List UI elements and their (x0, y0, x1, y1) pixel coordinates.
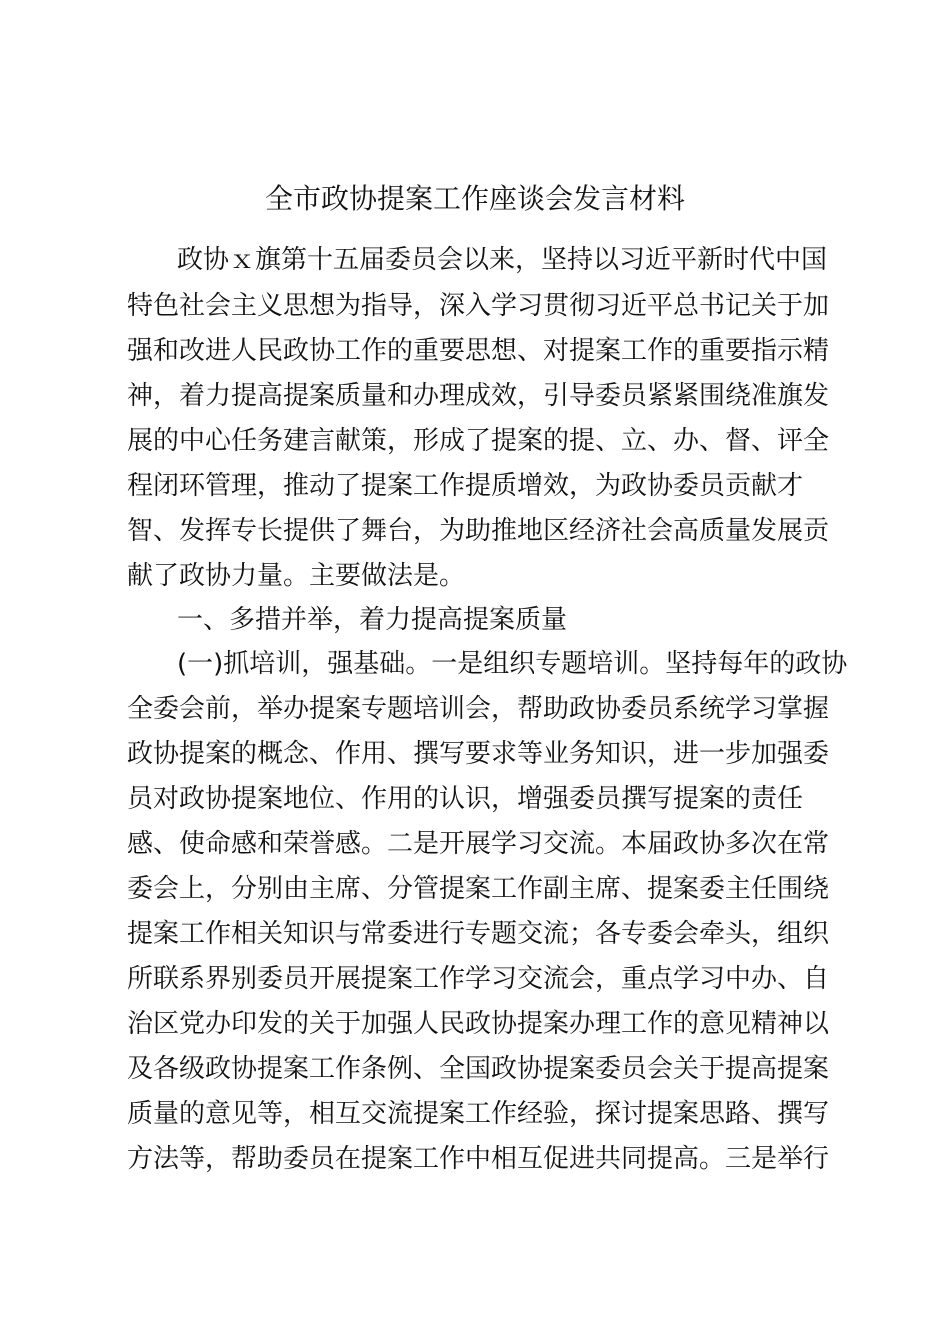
paragraph-line: 献了政协力量。主要做法是。 (127, 561, 466, 591)
paragraph-line: 智、发挥专长提供了舞台，为助推地区经济社会高质量发展贡 (127, 516, 830, 546)
paragraph-line: 政协提案的概念、作用、撰写要求等业务知识，进一步加强委 (127, 739, 830, 769)
paragraph-line: 强和改进人民政协工作的重要思想、对提案工作的重要指示精 (127, 336, 830, 366)
paragraph-line: 展的中心任务建言献策，形成了提案的提、立、办、督、评全 (127, 426, 830, 456)
paragraph-line: 政协ｘ旗第十五届委员会以来，坚持以习近平新时代中国 (177, 245, 828, 275)
paragraph-line: 质量的意见等，相互交流提案工作经验，探讨提案思路、撰写 (127, 1099, 830, 1129)
paragraph-line: 员对政协提案地位、作用的认识，增强委员撰写提案的责任 (127, 784, 804, 814)
paragraph-line: 委会上，分别由主席、分管提案工作副主席、提案委主任围绕 (127, 874, 830, 904)
paragraph-line: 神，着力提高提案质量和办理成效，引导委员紧紧围绕准旗发 (127, 381, 830, 411)
paragraph-line: 全委会前，举办提案专题培训会，帮助政协委员系统学习掌握 (127, 694, 830, 724)
paragraph-line: 治区党办印发的关于加强人民政协提案办理工作的意见精神以 (127, 1009, 830, 1039)
paragraph-line: 所联系界别委员开展提案工作学习交流会，重点学习中办、自 (127, 964, 830, 994)
paragraph-line: (一)抓培训，强基础。一是组织专题培训。坚持每年的政协 (177, 649, 848, 679)
document-title: 全市政协提案工作座谈会发言材料 (264, 182, 685, 215)
paragraph-line: 提案工作相关知识与常委进行专题交流；各专委会牵头，组织 (127, 919, 830, 949)
paragraph-line: 程闭环管理，推动了提案工作提质增效，为政协委员贡献才 (127, 471, 804, 501)
paragraph-line: 感、使命感和荣誉感。二是开展学习交流。本届政协多次在常 (127, 829, 830, 859)
paragraph-line: 方法等，帮助委员在提案工作中相互促进共同提高。三是举行 (127, 1144, 830, 1174)
paragraph-line: 及各级政协提案工作条例、全国政协提案委员会关于提高提案 (127, 1054, 830, 1084)
section-heading: 一、多措并举，着力提高提案质量 (177, 605, 568, 635)
paragraph-line: 特色社会主义思想为指导，深入学习贯彻习近平总书记关于加 (127, 291, 830, 321)
